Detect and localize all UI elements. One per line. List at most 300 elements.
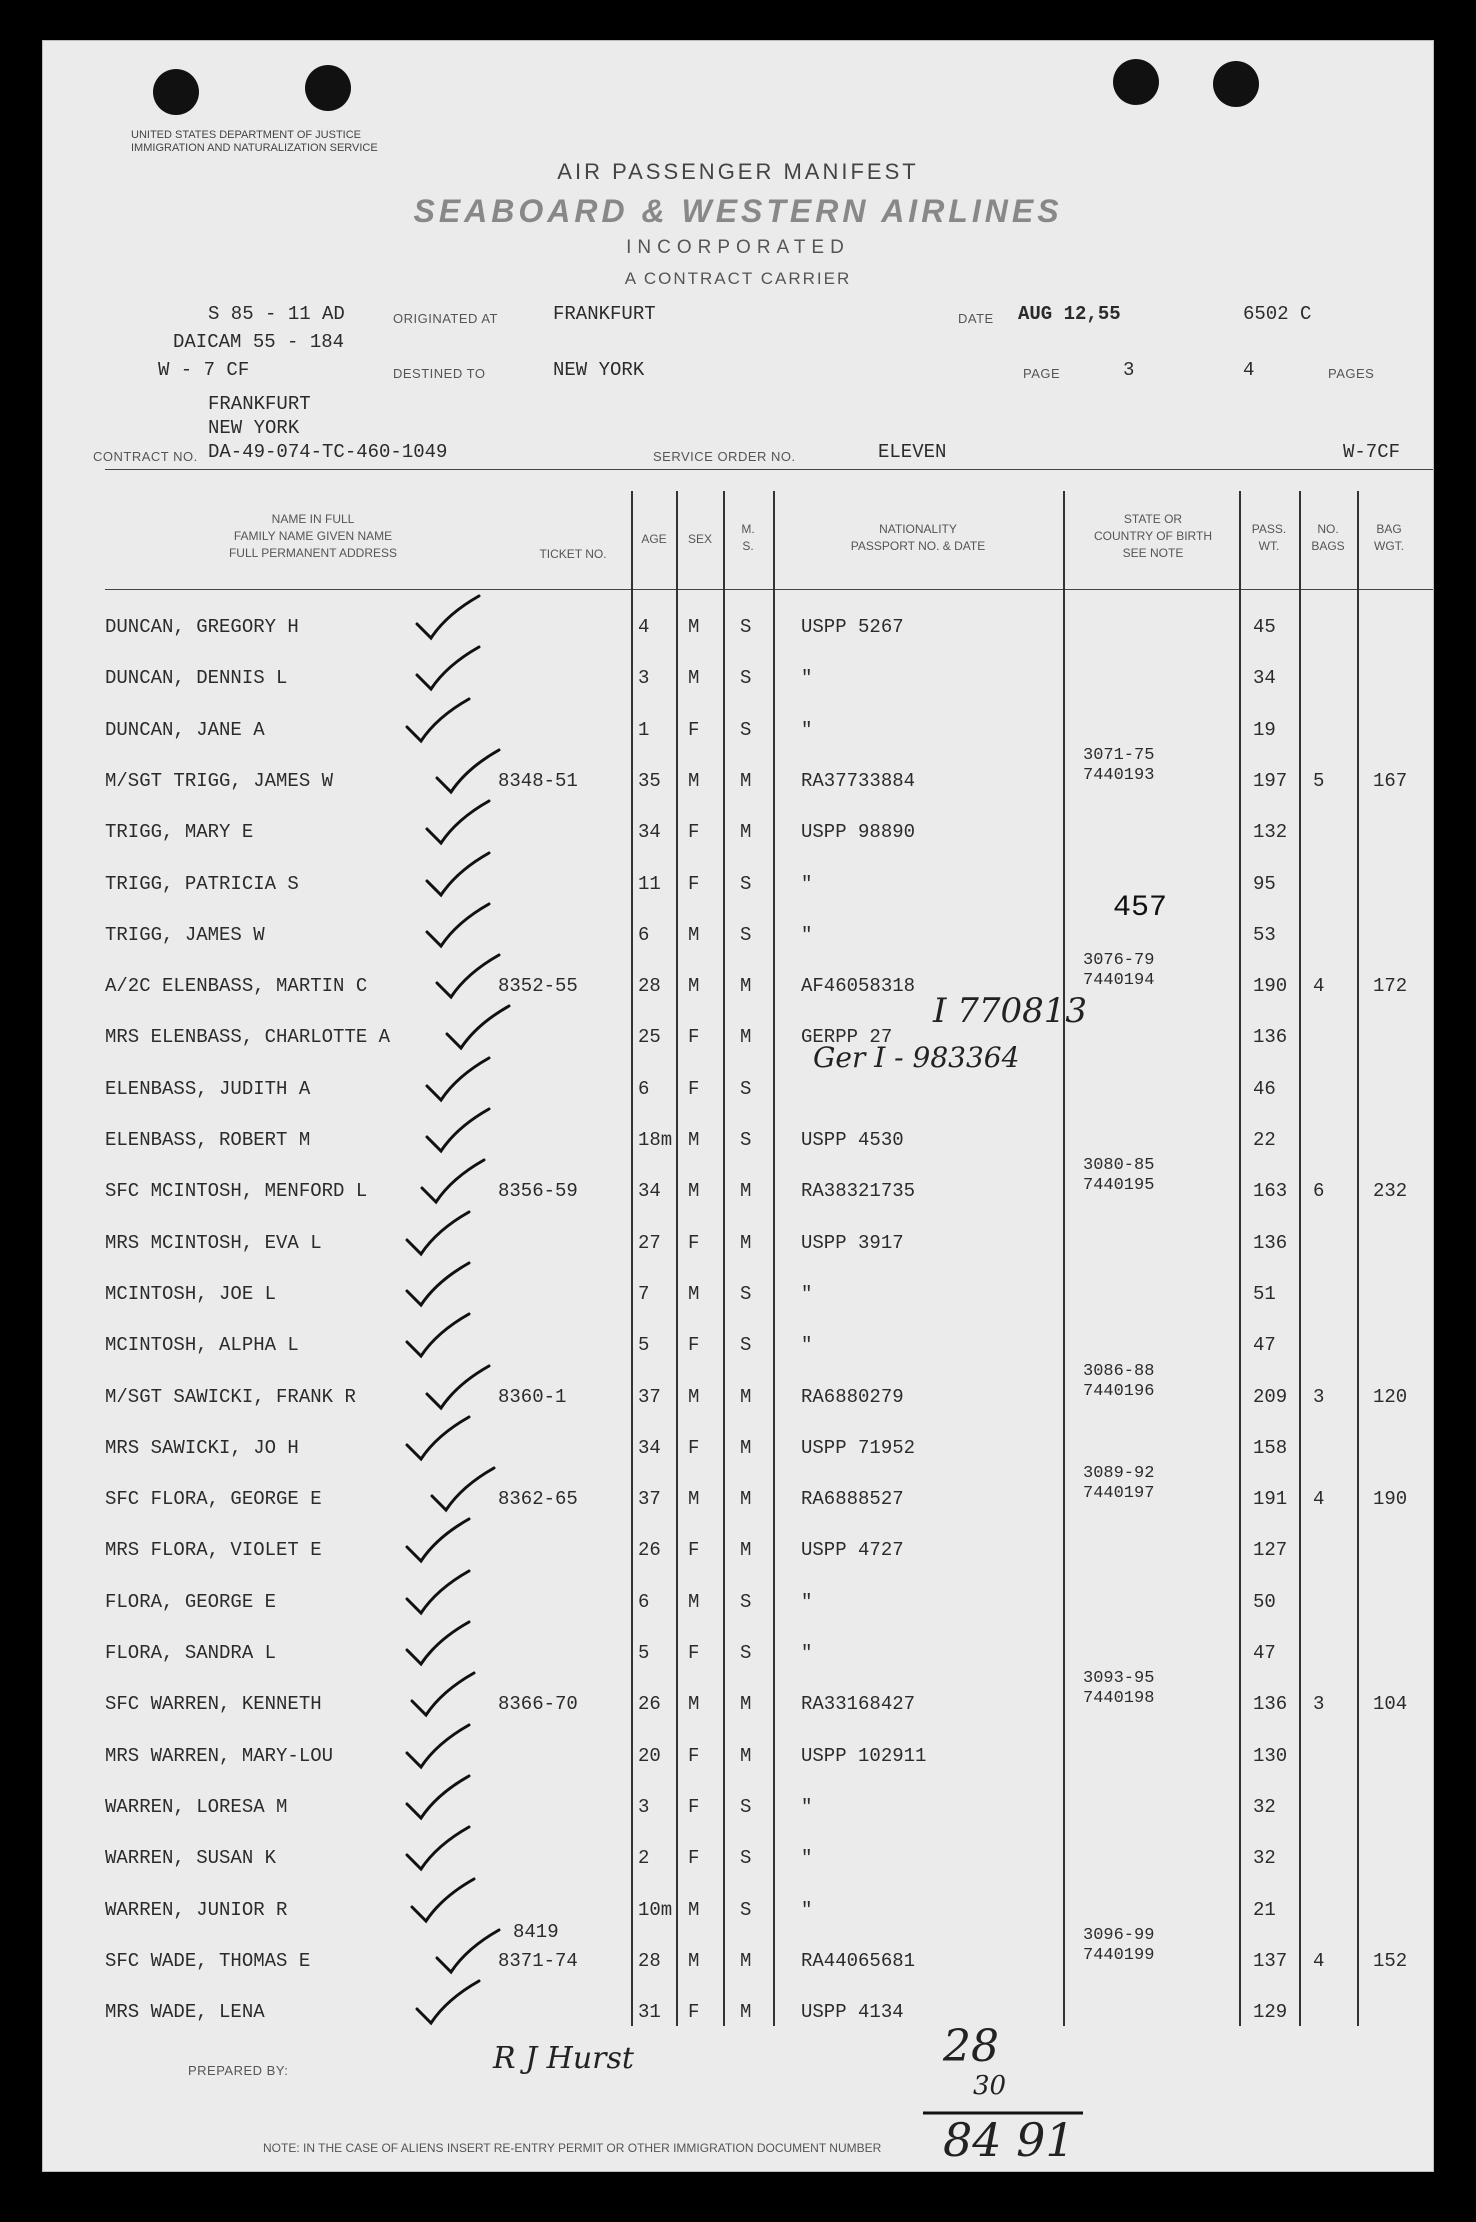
passport-number: USPP 71952: [801, 1436, 916, 1459]
passenger-age: 34: [638, 1436, 661, 1459]
passenger-name: M/SGT SAWICKI, FRANK R: [105, 1385, 356, 1408]
col-head-bags: NO. BAGS: [1311, 522, 1345, 553]
passport-number: ": [801, 1590, 813, 1613]
agency-line-1: UNITED STATES DEPARTMENT OF JUSTICE: [131, 129, 362, 141]
passenger-age: 27: [638, 1231, 661, 1254]
footer-note: NOTE: IN THE CASE OF ALIENS INSERT RE-ENTRY PERMIT OR OTHER IMMIGRATION DOCUMENT NUMBER: [263, 2141, 882, 2155]
incorporated-label: INCORPORATED: [626, 237, 850, 258]
passenger-name: MRS FLORA, VIOLET E: [105, 1539, 322, 1562]
passenger-age: 1: [638, 718, 650, 741]
header-top-rule: [105, 469, 1433, 470]
passenger-name: TRIGG, PATRICIA S: [105, 872, 299, 895]
flight-right: W-7CF: [1343, 441, 1401, 463]
passenger-weight: 21: [1253, 1898, 1276, 1921]
passport-number: USPP 4134: [801, 2001, 904, 2024]
check-mark-icon: [403, 1774, 473, 1822]
birth-code: 3093-95: [1083, 1669, 1155, 1689]
marital-status: M: [740, 1693, 752, 1716]
passenger-sex: M: [688, 1180, 700, 1203]
passport-number: RA37733884: [801, 769, 916, 792]
passenger-weight: 163: [1253, 1180, 1288, 1203]
passport-number: ": [801, 718, 813, 741]
passenger-weight: 34: [1253, 667, 1276, 690]
passenger-age: 2: [638, 1847, 650, 1870]
passenger-name: MRS WARREN, MARY-LOU: [105, 1744, 334, 1767]
punch-hole-1: [153, 69, 199, 115]
passport-number: USPP 4530: [801, 1129, 904, 1151]
passenger-sex: M: [688, 769, 700, 792]
ticket-number: 8362-65: [498, 1488, 578, 1511]
passenger-age: 26: [638, 1693, 661, 1716]
passenger-weight: 137: [1253, 1949, 1288, 1972]
birth-code: 3071-75: [1083, 745, 1155, 765]
birth-document: 7440196: [1083, 1381, 1155, 1401]
passport-number: ": [801, 1847, 813, 1870]
passenger-age: 34: [638, 1180, 661, 1203]
marital-status: M: [740, 2001, 752, 2024]
passenger-name: DUNCAN, GREGORY H: [105, 616, 299, 638]
box-number: 457: [1113, 891, 1168, 925]
passenger-name: DUNCAN, DENNIS L: [105, 667, 288, 690]
table-row: [43, 745, 1433, 811]
aircraft-number: 6502 C: [1243, 303, 1312, 325]
passenger-sex: M: [688, 1488, 700, 1511]
marital-status: S: [740, 872, 752, 895]
birth-document: 7440195: [1083, 1176, 1155, 1196]
bag-weight: 232: [1373, 1180, 1408, 1203]
table-row: [43, 914, 1433, 965]
check-mark-icon: [423, 851, 493, 899]
passenger-name: SFC FLORA, GEORGE E: [105, 1488, 322, 1511]
bag-count: 6: [1313, 1180, 1325, 1203]
col-head-bagwt: BAG WGT.: [1374, 522, 1404, 553]
birth-document: 7440197: [1083, 1484, 1155, 1504]
passenger-name: MRS SAWICKI, JO H: [105, 1436, 299, 1459]
check-mark-icon: [403, 1261, 473, 1309]
passenger-sex: M: [688, 1129, 700, 1151]
passport-number: RA6888527: [801, 1488, 904, 1511]
passenger-sex: F: [688, 1231, 700, 1254]
passenger-age: 26: [638, 1539, 661, 1562]
check-mark-icon: [403, 1569, 473, 1617]
destined-to-label: DESTINED TO: [393, 366, 486, 381]
passport-number: USPP 98890: [801, 821, 916, 844]
col-head-age: AGE: [641, 532, 667, 546]
tally-top: 28: [943, 2021, 999, 2072]
passenger-age: 20: [638, 1744, 661, 1767]
airline-name: SEABOARD & WESTERN AIRLINES: [413, 193, 1063, 229]
passenger-sex: F: [688, 1026, 700, 1049]
passenger-name: MRS MCINTOSH, EVA L: [105, 1231, 322, 1254]
passenger-sex: M: [688, 1282, 700, 1305]
table-row: [43, 951, 1433, 1016]
passenger-name: DUNCAN, JANE A: [105, 718, 265, 741]
passenger-name: ELENBASS, JUDITH A: [105, 1077, 311, 1100]
passenger-weight: 129: [1253, 2001, 1288, 2024]
passenger-sex: F: [688, 2001, 700, 2024]
passenger-age: 3: [638, 1795, 650, 1818]
passenger-name: MRS ELENBASS, CHARLOTTE A: [105, 1026, 391, 1049]
table-row: [43, 1889, 1433, 1940]
date-value: AUG 12,55: [1018, 303, 1121, 325]
ticket-extra: 8419: [513, 1921, 559, 1943]
birth-code: 3080-85: [1083, 1156, 1155, 1176]
passenger-sex: F: [688, 821, 700, 844]
header-bottom-rule: [105, 589, 1433, 590]
page-label: PAGE: [1023, 366, 1061, 381]
passenger-sex: F: [688, 1744, 700, 1767]
table-row: [43, 1837, 1433, 1888]
passport-number: RA6880279: [801, 1385, 904, 1408]
check-mark-icon: [403, 1210, 473, 1258]
passenger-age: 28: [638, 975, 661, 998]
check-mark-icon: [413, 594, 483, 642]
manifest-page: [42, 40, 1434, 2172]
passenger-sex: F: [688, 1539, 700, 1562]
passenger-name: FLORA, SANDRA L: [105, 1642, 277, 1664]
bag-weight: 190: [1373, 1488, 1408, 1511]
page-count: 4: [1243, 359, 1255, 381]
check-mark-icon: [408, 1671, 478, 1719]
check-mark-icon: [408, 1877, 478, 1925]
marital-status: M: [740, 1539, 752, 1562]
passport-number: RA38321735: [801, 1180, 916, 1203]
birth-code: 3086-88: [1083, 1361, 1155, 1381]
passenger-name: SFC WADE, THOMAS E: [105, 1949, 311, 1972]
table-row: [43, 1427, 1433, 1478]
handwritten-passport-2: Ger I - 983364: [813, 1041, 1020, 1074]
passenger-weight: 130: [1253, 1744, 1288, 1767]
passport-number: USPP 5267: [801, 616, 904, 638]
prepared-by-label: PREPARED BY:: [188, 2063, 289, 2078]
table-row: [43, 606, 1433, 657]
originated-at: FRANKFURT: [553, 303, 656, 325]
birth-document: 7440193: [1083, 765, 1155, 785]
bag-count: 3: [1313, 1385, 1325, 1408]
ticket-number: 8356-59: [498, 1180, 578, 1203]
check-mark-icon: [413, 645, 483, 693]
marital-status: S: [740, 923, 752, 946]
check-mark-icon: [413, 1979, 483, 2027]
embarking-at: FRANKFURT: [208, 393, 311, 415]
bag-weight: 167: [1373, 769, 1408, 792]
passenger-sex: F: [688, 872, 700, 895]
flight-number-2: DAICAM 55 - 184: [173, 331, 345, 353]
passenger-sex: M: [688, 1949, 700, 1972]
table-row: [43, 1991, 1433, 2042]
passenger-age: 25: [638, 1026, 661, 1049]
passenger-age: 37: [638, 1488, 661, 1511]
check-mark-icon: [403, 1312, 473, 1360]
passenger-weight: 127: [1253, 1539, 1288, 1562]
punch-hole-3: [1113, 59, 1159, 105]
table-row: [43, 1273, 1433, 1324]
passenger-sex: F: [688, 1642, 700, 1664]
passenger-sex: F: [688, 1795, 700, 1818]
marital-status: S: [740, 1590, 752, 1613]
passenger-age: 6: [638, 1590, 650, 1613]
passenger-weight: 51: [1253, 1282, 1276, 1305]
passport-number: ": [801, 1282, 813, 1305]
marital-status: M: [740, 1949, 752, 1972]
passenger-weight: 46: [1253, 1077, 1276, 1100]
check-mark-icon: [423, 1364, 493, 1412]
marital-status: S: [740, 1077, 752, 1100]
check-mark-icon: [443, 1004, 513, 1052]
check-mark-icon: [423, 1107, 493, 1155]
flight-number-3: W - 7 CF: [158, 359, 250, 381]
passenger-age: 18m: [638, 1129, 673, 1151]
passenger-name: SFC MCINTOSH, MENFORD L: [105, 1180, 368, 1203]
contract-no-label: CONTRACT NO.: [93, 449, 198, 464]
bag-weight: 104: [1373, 1693, 1408, 1716]
check-mark-icon: [418, 1158, 488, 1206]
passenger-weight: 47: [1253, 1642, 1276, 1664]
bag-count: 3: [1313, 1693, 1325, 1716]
marital-status: M: [740, 1180, 752, 1203]
page-number: 3: [1123, 359, 1135, 381]
bag-weight: 152: [1373, 1949, 1408, 1972]
bag-weight: 172: [1373, 975, 1408, 998]
passenger-name: TRIGG, MARY E: [105, 821, 254, 844]
passenger-age: 11: [638, 872, 661, 895]
passenger-name: TRIGG, JAMES W: [105, 923, 265, 946]
passenger-age: 31: [638, 2001, 661, 2024]
passenger-sex: F: [688, 1077, 700, 1100]
passenger-weight: 197: [1253, 769, 1288, 792]
table-row: [43, 1529, 1433, 1580]
passenger-name: MCINTOSH, JOE L: [105, 1282, 277, 1305]
passenger-name: WARREN, LORESA M: [105, 1795, 288, 1818]
marital-status: S: [740, 1795, 752, 1818]
table-row: [43, 1324, 1433, 1375]
passport-number: ": [801, 872, 813, 895]
agency-line-2: IMMIGRATION AND NATURALIZATION SERVICE: [131, 142, 378, 154]
ticket-number: 8348-51: [498, 769, 578, 792]
passenger-name: WARREN, JUNIOR R: [105, 1898, 288, 1921]
birth-document: 7440194: [1083, 971, 1155, 991]
passenger-sex: M: [688, 616, 700, 638]
birth-code: 3096-99: [1083, 1925, 1155, 1945]
passenger-age: 3: [638, 667, 650, 690]
passenger-age: 34: [638, 821, 661, 844]
passenger-sex: M: [688, 1898, 700, 1921]
passenger-name: A/2C ELENBASS, MARTIN C: [105, 975, 368, 998]
check-mark-icon: [403, 1825, 473, 1873]
passenger-weight: 190: [1253, 975, 1288, 998]
check-mark-icon: [403, 1723, 473, 1771]
birth-document: 7440199: [1083, 1945, 1155, 1965]
passenger-name: WARREN, SUSAN K: [105, 1847, 277, 1870]
check-mark-icon: [403, 697, 473, 745]
passenger-age: 5: [638, 1334, 650, 1357]
ticket-number: 8352-55: [498, 975, 578, 998]
passport-number: USPP 102911: [801, 1744, 927, 1767]
passenger-weight: 158: [1253, 1436, 1288, 1459]
passenger-sex: F: [688, 1334, 700, 1357]
marital-status: S: [740, 1642, 752, 1664]
tally-bottom: 84 91: [943, 2113, 1075, 2167]
passport-number: AF46058318: [801, 975, 916, 998]
passenger-name: SFC WARREN, KENNETH: [105, 1693, 322, 1716]
table-row: [43, 1786, 1433, 1837]
marital-status: S: [740, 718, 752, 741]
marital-status: M: [740, 821, 752, 844]
marital-status: S: [740, 667, 752, 690]
passenger-weight: 22: [1253, 1129, 1276, 1151]
bag-count: 4: [1313, 975, 1325, 998]
passport-number: USPP 4727: [801, 1539, 904, 1562]
check-mark-icon: [428, 1466, 498, 1514]
final-destination: NEW YORK: [208, 417, 300, 439]
check-mark-icon: [403, 1415, 473, 1463]
passenger-age: 4: [638, 616, 650, 638]
table-row: [43, 657, 1433, 708]
marital-status: M: [740, 975, 752, 998]
marital-status: M: [740, 1385, 752, 1408]
passenger-weight: 32: [1253, 1795, 1276, 1818]
passenger-weight: 45: [1253, 616, 1276, 638]
contract-number: DA-49-074-TC-460-1049: [208, 441, 448, 463]
service-order: ELEVEN: [878, 441, 947, 463]
passenger-weight: 136: [1253, 1693, 1288, 1716]
marital-status: S: [740, 1282, 752, 1305]
table-row: [43, 1156, 1433, 1221]
passport-number: ": [801, 1642, 813, 1664]
ticket-number: 8366-70: [498, 1693, 578, 1716]
marital-status: M: [740, 1231, 752, 1254]
passenger-sex: M: [688, 1693, 700, 1716]
passenger-weight: 136: [1253, 1231, 1288, 1254]
passenger-age: 7: [638, 1282, 650, 1305]
marital-status: M: [740, 1026, 752, 1049]
passenger-age: 6: [638, 1077, 650, 1100]
passenger-name: M/SGT TRIGG, JAMES W: [105, 769, 334, 792]
passport-number: RA44065681: [801, 1949, 916, 1972]
passenger-sex: M: [688, 1385, 700, 1408]
passenger-weight: 53: [1253, 923, 1276, 946]
table-row: [43, 1361, 1433, 1427]
ticket-number: 8360-1: [498, 1385, 567, 1408]
check-mark-icon: [433, 1928, 503, 1976]
passenger-weight: 191: [1253, 1488, 1288, 1511]
contract-carrier-label: A CONTRACT CARRIER: [624, 269, 852, 288]
passenger-age: 28: [638, 1949, 661, 1972]
passport-number: ": [801, 667, 813, 690]
passport-number: ": [801, 1898, 813, 1921]
birth-code: 3089-92: [1083, 1464, 1155, 1484]
passenger-sex: M: [688, 1590, 700, 1613]
col-head-ticket: TICKET NO.: [539, 547, 607, 561]
marital-status: S: [740, 1129, 752, 1151]
col-head-sex: SEX: [687, 532, 712, 546]
passenger-weight: 47: [1253, 1334, 1276, 1357]
col-head-birth: STATE OR COUNTRY OF BIRTH SEE NOTE: [1093, 512, 1212, 560]
marital-status: S: [740, 1898, 752, 1921]
table-row: [43, 1119, 1433, 1170]
table-row: [43, 1222, 1433, 1273]
check-mark-icon: [423, 799, 493, 847]
destined-to: NEW YORK: [553, 359, 645, 381]
passport-number: USPP 3917: [801, 1231, 904, 1254]
passenger-age: 35: [638, 769, 661, 792]
passenger-name: MRS WADE, LENA: [105, 2001, 265, 2024]
passenger-sex: F: [688, 1847, 700, 1870]
marital-status: S: [740, 616, 752, 638]
passenger-weight: 209: [1253, 1385, 1288, 1408]
table-row: [43, 709, 1433, 760]
passport-number: ": [801, 1795, 813, 1818]
passenger-sex: F: [688, 1436, 700, 1459]
check-mark-icon: [433, 953, 503, 1001]
col-head-passport: NATIONALITY PASSPORT NO. & DATE: [850, 522, 986, 553]
passenger-weight: 50: [1253, 1590, 1276, 1613]
originated-at-label: ORIGINATED AT: [393, 311, 498, 326]
passenger-name: ELENBASS, ROBERT M: [105, 1129, 311, 1151]
passport-number: ": [801, 923, 813, 946]
birth-code: 3076-79: [1083, 951, 1155, 971]
bag-count: 4: [1313, 1949, 1325, 1972]
agency-heading: [131, 129, 421, 155]
marital-status: S: [740, 1334, 752, 1357]
date-label: DATE: [958, 311, 994, 326]
table-row: [43, 1581, 1433, 1632]
bag-count: 4: [1313, 1488, 1325, 1511]
table-row: [43, 863, 1433, 914]
col-head-weight: PASS. WT.: [1251, 522, 1287, 553]
table-row: [43, 1464, 1433, 1529]
pages-label: PAGES: [1328, 366, 1375, 381]
passenger-weight: 32: [1253, 1847, 1276, 1870]
table-row: [43, 1735, 1433, 1786]
table-row: [43, 1016, 1433, 1067]
passenger-name: MCINTOSH, ALPHA L: [105, 1334, 299, 1357]
passenger-sex: M: [688, 923, 700, 946]
passenger-weight: 132: [1253, 821, 1288, 844]
passenger-age: 6: [638, 923, 650, 946]
marital-status: M: [740, 1488, 752, 1511]
check-mark-icon: [403, 1517, 473, 1565]
passenger-sex: F: [688, 718, 700, 741]
check-mark-icon: [433, 748, 503, 796]
marital-status: M: [740, 769, 752, 792]
passenger-weight: 95: [1253, 872, 1276, 895]
handwritten-passport-1: I 770813: [933, 991, 1088, 1031]
punch-hole-4: [1213, 61, 1259, 107]
passenger-weight: 136: [1253, 1026, 1288, 1049]
signature: R J Hurst: [493, 2041, 634, 2076]
passport-number: ": [801, 1334, 813, 1357]
passenger-weight: 19: [1253, 718, 1276, 741]
passenger-name: FLORA, GEORGE E: [105, 1590, 277, 1613]
col-head-ms: M. S.: [741, 522, 755, 553]
passenger-age: 37: [638, 1385, 661, 1408]
table-row: [43, 1632, 1433, 1683]
check-mark-icon: [403, 1620, 473, 1668]
passenger-sex: M: [688, 975, 700, 998]
table-row: [43, 811, 1433, 862]
passport-number: GERPP 27: [801, 1026, 893, 1049]
marital-status: S: [740, 1847, 752, 1870]
passenger-age: 5: [638, 1642, 650, 1664]
passenger-age: 10m: [638, 1898, 673, 1921]
punch-hole-2: [305, 65, 351, 111]
marital-status: M: [740, 1744, 752, 1767]
passenger-sex: M: [688, 667, 700, 690]
birth-document: 7440198: [1083, 1689, 1155, 1709]
bag-weight: 120: [1373, 1385, 1408, 1408]
marital-status: M: [740, 1436, 752, 1459]
